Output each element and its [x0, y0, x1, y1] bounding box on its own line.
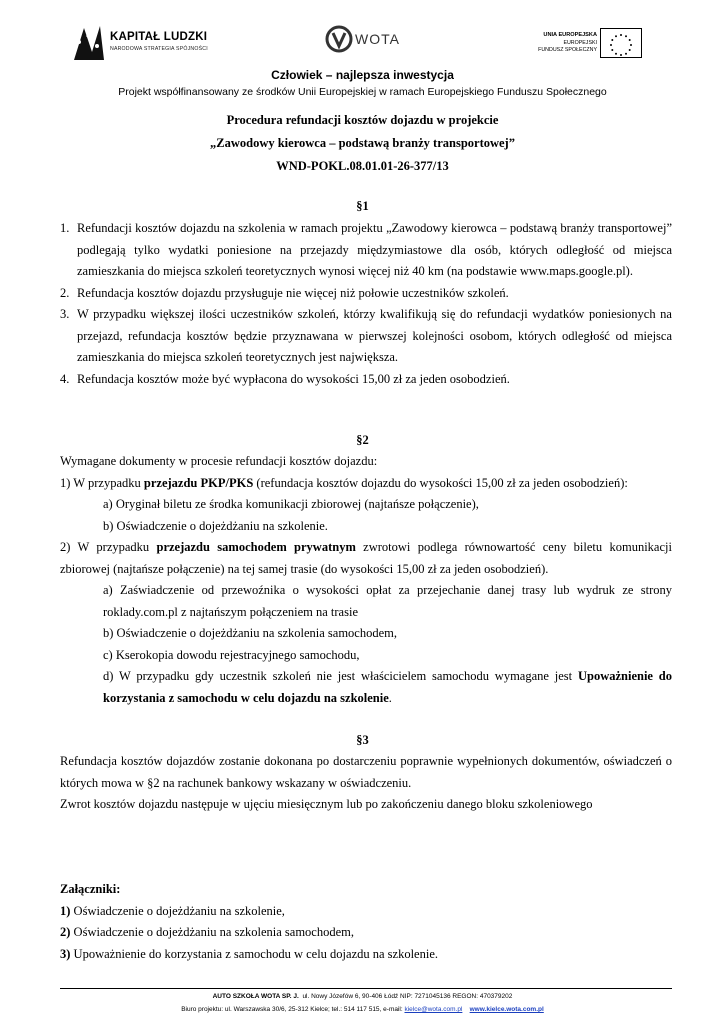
kapital-ludzki-subtitle: NARODOWA STRATEGIA SPÓJNOŚCI: [110, 46, 208, 52]
motto: Człowiek – najlepsza inwestycja: [271, 68, 454, 82]
footer-website-link[interactable]: www.kielce.wota.com.pl: [469, 1006, 544, 1013]
car-item-a: a) Zaświadczenie od przewoźnika o wysokości opłat za przejechanie danej trasy lub wydruk ze strony roklady.com.pl z najtańszym połączeniem na trasie: [103, 583, 672, 619]
wota-emblem-icon: [325, 24, 353, 54]
car-item-d-bold: Upoważnienie do korzystania z samochodu w celu dojazdu na szkolenie: [103, 669, 673, 705]
section-1-heading: §1: [356, 199, 369, 213]
section-3-body: [60, 751, 672, 816]
list-item-number: 1.: [60, 221, 70, 235]
project-number: WND-POKL.08.01.01-26-377/13: [276, 159, 449, 173]
section-2-body: [60, 451, 672, 709]
attachment-number: 2): [60, 925, 71, 939]
car-rule-bold: przejazdu samochodem prywatnym: [156, 540, 356, 554]
car-item-b: b) Oświadczenie o dojeżdżaniu na szkolenia samochodem,: [103, 626, 397, 640]
project-name: „Zawodowy kierowca – podstawą branży transportowej”: [210, 136, 515, 150]
pkp-pks-rule: [60, 473, 672, 495]
list-item-text: Refundacja kosztów dojazdu przysługuje nie więcej niż połowie uczestników szkoleń.: [77, 285, 509, 300]
section-3-paragraph-2: Zwrot kosztów dojazdu następuje w ujęciu miesięcznym lub po zakończeniu danego bloku szkoleniowego: [60, 797, 593, 811]
section-2-heading: §2: [356, 433, 369, 447]
kapital-ludzki-logo: [70, 22, 220, 62]
attachments-heading: Załączniki:: [60, 882, 121, 896]
ue-efs-logo: [532, 28, 642, 62]
footer-address: ul. Nowy Józefów 6, 90-406 Łódź NIP: 7271045136 REGON: 470379202: [302, 993, 513, 1000]
section-1-body: [60, 218, 672, 390]
list-item-number: 3.: [60, 307, 70, 321]
attachment-item: [60, 944, 672, 966]
pkp-pks-prefix: 1) W przypadku: [60, 475, 144, 490]
car-rule-suffix: zwrotowi podlega równowartość ceny biletu komunikacji zbiorowej (najtańsze połączenie) na tej samej trasie (do wysokości 15,00 zł za jeden osobodzień).: [60, 540, 672, 576]
car-rule-prefix: 2) W przypadku: [60, 540, 157, 554]
attachment-text: Oświadczenie o dojeżdżaniu na szkolenie,: [70, 903, 285, 918]
attachment-text: Upoważnienie do korzystania z samochodu w celu dojazdu na szkolenie.: [70, 946, 439, 961]
pkp-pks-bold: przejazdu PKP/PKS: [143, 475, 254, 490]
ue-line-2: EUROPEJSKI: [563, 40, 597, 46]
car-item-c: c) Kserokopia dowodu rejestracyjnego samochodu,: [103, 647, 360, 662]
section-3-paragraph-1: Refundacja kosztów dojazdów zostanie dokonana po dostarczeniu poprawnie wypełnionych dokumentów, oświadczeń o których mowa w §2 na rachunek bankowy wskazany w oświadczeniu.: [60, 754, 672, 790]
footer-office-line: [0, 1006, 725, 1013]
wota-logo: [325, 22, 405, 58]
kapital-ludzki-emblem-icon: [70, 22, 106, 62]
list-item-text: Refundacja kosztów może być wypłacona do wysokości 15,00 zł za jeden osobodzień.: [77, 371, 510, 386]
list-item-text: Refundacji kosztów dojazdu na szkolenia w ramach projektu „Zawodowy kierowca – podstawą branży transportowej” podlegają tylko wydatki poniesione na przejazdy międzymiastowe dla osób, których odległość od miejsca zamieszkania do miejsca szkoleń teoretycznych wynosi więcej niż 40 km (na podstawie www.maps.google.pl).: [77, 221, 672, 278]
attachment-item: [60, 901, 672, 923]
attachment-number: 1): [60, 903, 71, 918]
ue-line-3: FUNDUSZ SPOŁECZNY: [538, 47, 597, 53]
pkp-pks-item-b: b) Oświadczenie o dojeżdżaniu na szkolenie.: [103, 518, 328, 533]
footer-office: Biuro projektu: ul. Warszawska 30/6, 25-312 Kielce; tel.: 514 117 515, e-mail:: [181, 1006, 405, 1013]
eu-flag-icon: [600, 28, 642, 58]
cofunding-note: Projekt współfinansowany ze środków Unii Europejskiej w ramach Europejskiego Funduszu Społecznego: [118, 86, 607, 98]
attachment-text: Oświadczenie o dojeżdżaniu na szkolenia samochodem,: [70, 925, 354, 939]
kapital-ludzki-title: KAPITAŁ LUDZKI: [110, 31, 208, 43]
list-item-number: 2.: [60, 285, 70, 300]
car-rule: [60, 537, 672, 580]
wota-logo-text: WOTA: [355, 31, 400, 47]
footer-company-line: [0, 993, 725, 1000]
footer-company: AUTO SZKOŁA WOTA SP. J.: [212, 993, 299, 1000]
attachments: [60, 879, 672, 965]
footer-email-link[interactable]: kielce@wota.com.pl: [404, 1006, 463, 1013]
list-item: [60, 304, 672, 369]
pkp-pks-item-a: a) Oryginał biletu ze środka komunikacji zbiorowej (najtańsze połączenie),: [103, 497, 479, 511]
document-title: Procedura refundacji kosztów dojazdu w projekcie: [226, 113, 499, 127]
list-item-number: 4.: [60, 371, 70, 386]
section-3-heading: §3: [356, 733, 369, 747]
list-item: [60, 369, 672, 391]
attachment-item: [60, 922, 672, 944]
list-item: [60, 218, 672, 283]
ue-line-1: UNIA EUROPEJSKA: [543, 32, 597, 38]
car-item-d-suffix: .: [388, 690, 392, 705]
list-item-text: W przypadku większej ilości uczestników szkoleń, którzy kwalifikują się do refundacji wydatków poniesionych na przejazd, refundacja kosztów będzie przyznawana w pierwszej kolejności osobom, których odległość od miejsca zamieszkania do miejsca szkoleń teoretycznych jest największa.: [77, 307, 672, 364]
section-2-intro: Wymagane dokumenty w procesie refundacji kosztów dojazdu:: [60, 454, 378, 468]
pkp-pks-suffix: (refundacja kosztów dojazdu do wysokości 15,00 zł za jeden osobodzień):: [253, 475, 628, 490]
attachment-number: 3): [60, 946, 71, 961]
footer-divider: [60, 988, 672, 989]
car-item-d: [60, 666, 672, 709]
list-item: [60, 283, 672, 305]
car-item-d-prefix: d) W przypadku gdy uczestnik szkoleń nie jest właścicielem samochodu wymagane jest: [103, 669, 578, 683]
